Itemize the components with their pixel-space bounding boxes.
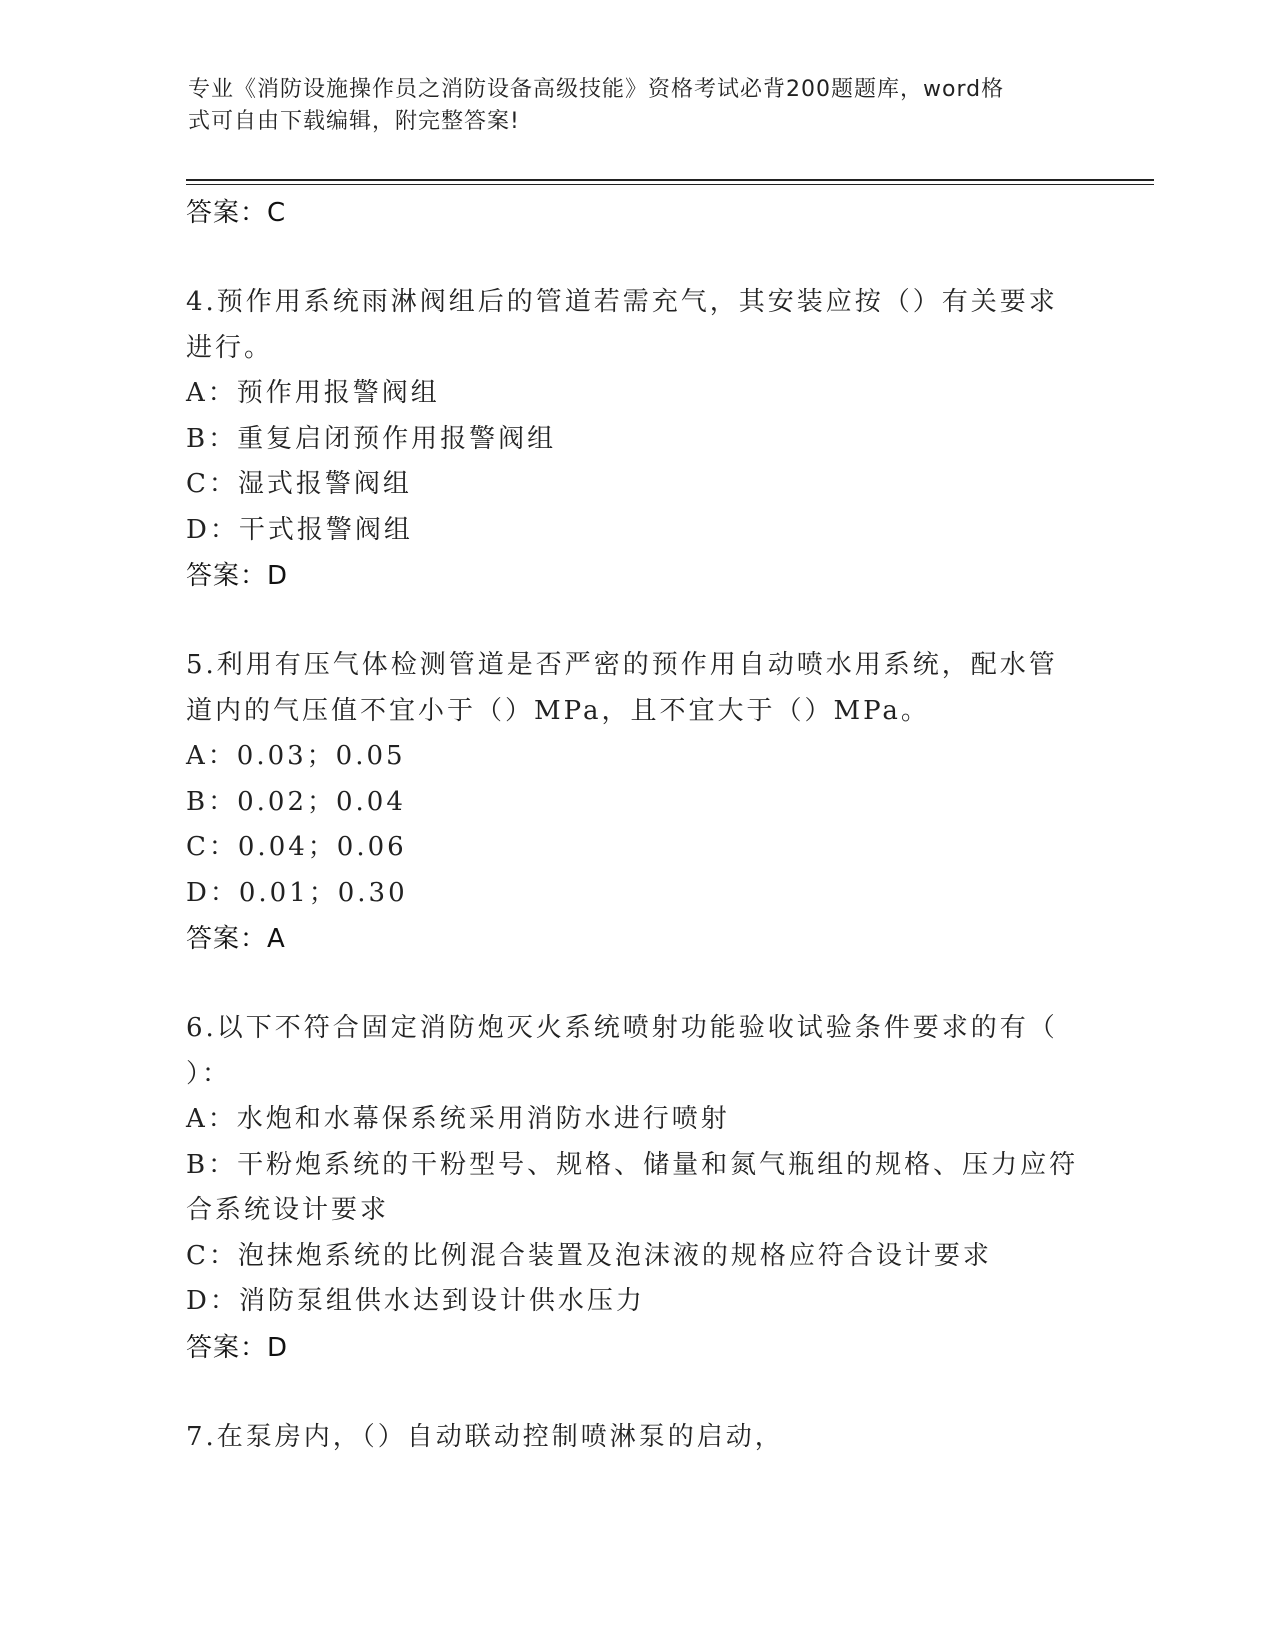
option-c: C：湿式报警阀组 [186, 469, 412, 499]
header-line-1: 专业《消防设施操作员之消防设备高级技能》资格考试必背200题题库，word格 [188, 77, 1005, 102]
question-text-line: 4.预作用系统雨淋阀组后的管道若需充气，其安装应按（）有关要求 [186, 287, 1058, 317]
question-text-line: 6.以下不符合固定消防炮灭火系统喷射功能验收试验条件要求的有（ [186, 1013, 1058, 1043]
header-rule-thin [186, 184, 1154, 185]
spacer [186, 599, 1086, 643]
question-text-line: 5.利用有压气体检测管道是否严密的预作用自动喷水用系统，配水管 [186, 650, 1058, 680]
option-b-continued: 合系统设计要求 [186, 1195, 390, 1225]
question-text-line: 7.在泵房内，（）自动联动控制喷淋泵的启动， [186, 1421, 784, 1452]
option-d: D：干式报警阀组 [186, 514, 413, 545]
option-d: D：消防泵组供水达到设计供水压力 [186, 1286, 645, 1316]
header-rule-thick [186, 179, 1154, 181]
option-c: C：泡抹炮系统的比例混合装置及泡沫液的规格应符合设计要求 [186, 1240, 992, 1271]
option-a: A：预作用报警阀组 [186, 378, 440, 408]
option-b: B：干粉炮系统的干粉型号、规格、储量和氮气瓶组的规格、压力应符 [186, 1149, 1079, 1180]
option-c: C：0.04；0.06 [186, 832, 407, 862]
question-text-line: 道内的气压值不宜小于（）MPa，且不宜大于（）MPa。 [186, 695, 930, 726]
option-a: A：水炮和水幕保系统采用消防水进行喷射 [186, 1104, 730, 1134]
question-text-line: ）： [186, 1058, 232, 1089]
answer-line: 答案：A [186, 924, 286, 954]
document-header [188, 74, 1068, 138]
answer-line: 答案：D [186, 561, 289, 591]
spacer [186, 1371, 1086, 1415]
question-5 [186, 643, 1086, 962]
question-7 [186, 1415, 1086, 1461]
answer-line: 答案：D [186, 1332, 289, 1363]
option-b: B：0.02；0.04 [186, 786, 406, 817]
spacer [186, 962, 1086, 1006]
header-line-2: 式可自由下载编辑，附完整答案! [188, 109, 520, 134]
answer-line: 答案：C [186, 198, 287, 228]
question-6 [186, 1006, 1086, 1371]
question-text-line: 进行。 [186, 332, 274, 363]
option-d: D：0.01；0.30 [186, 877, 408, 908]
question-4 [186, 280, 1086, 599]
option-a: A：0.03；0.05 [186, 741, 406, 771]
spacer [186, 236, 1086, 280]
option-b: B：重复启闭预作用报警阀组 [186, 423, 557, 454]
question-list [186, 190, 1086, 1460]
